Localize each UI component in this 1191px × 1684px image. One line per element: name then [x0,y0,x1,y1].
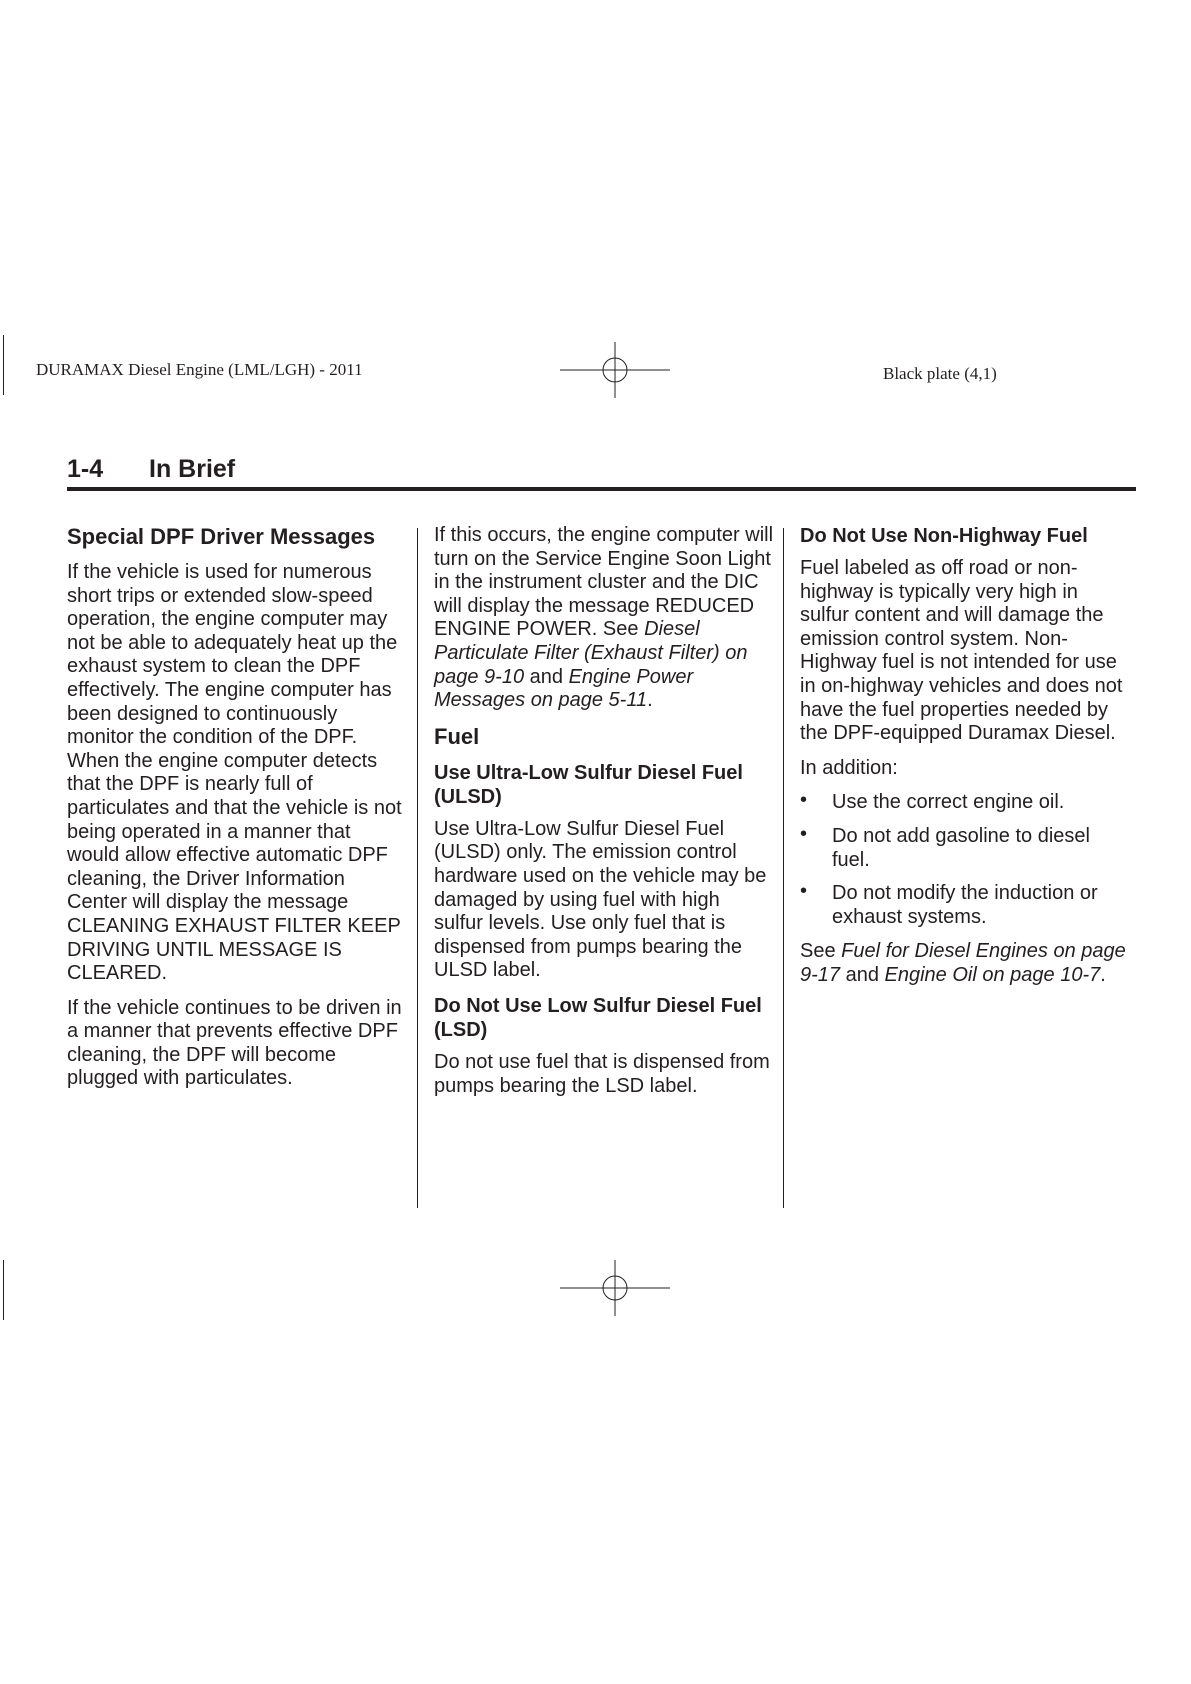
paragraph: Do not use fuel that is dispensed from pumps bearing the LSD label. [434,1050,770,1097]
registration-mark-top [560,342,670,398]
column-divider [417,528,418,1208]
cross-reference-fuel: Fuel for Diesel Engines on page 9-17 [800,940,1126,986]
column-1 [67,524,407,1102]
heading-ulsd: Use Ultra-Low Sulfur Diesel Fuel (ULSD) [434,761,743,808]
bullet-icon: • [800,880,808,903]
paragraph: Fuel labeled as off road or non-highway is typically very high in sulfur content and will damage the emission control system. Non-Highway fuel is not intended for use in on-highway vehicles and does not have the fuel properties needed by the DPF-equipped Duramax Diesel. [800,557,1123,745]
column-divider [783,528,784,1208]
plate-label-right: Black plate (4,1) [883,364,997,383]
paragraph-text: If this occurs, the engine computer will turn on the Service Engine Soon Light in the instrument cluster and the DIC will display the message REDUCED ENGINE POWER. [434,524,774,641]
and-word: and [845,963,879,986]
cross-reference-engine-power: Engine Power Messages on page 5-11 [434,665,694,712]
page-header [67,455,236,484]
list-item [800,791,1130,815]
cross-reference-dpf: Diesel Particulate Filter (Exhaust Filter) on page 9-10 [434,618,748,688]
crop-mark-bottom-left [3,1260,4,1320]
plate-label-left: DURAMAX Diesel Engine (LML/LGH) - 2011 [36,360,363,379]
see-word: See [800,940,836,963]
cross-reference-engine-oil: Engine Oil on page 10-7 [884,963,1101,986]
page-number: 1-4 [67,455,104,483]
bullet-icon: • [800,789,808,812]
list-item-text: Do not add gasoline to diesel fuel. [832,824,1090,871]
registration-mark-bottom [560,1260,670,1316]
bullet-icon: • [800,822,808,845]
paragraph: If the vehicle is used for numerous short trips or extended slow-speed operation, the engine computer may not be able to adequately heat up the exhaust system to clean the DPF effectively. The engine computer has been designed to continuously monitor the condition of the DPF. When the engine computer detects that the DPF is nearly full of particulates and that the vehicle is not being operated in a manner that would allow effective automatic DPF cleaning, the Driver Information Center will display the message CLEANING EXHAUST FILTER KEEP DRIVING UNTIL MESSAGE IS CLEARED. [67,561,402,985]
heading-fuel: Fuel [434,723,480,749]
crop-mark-top-left [3,335,4,395]
paragraph: In addition: [800,756,898,779]
paragraph [434,524,774,713]
paragraph [800,940,1130,987]
heading-lsd: Do Not Use Low Sulfur Diesel Fuel (LSD) [434,994,762,1041]
paragraph: If the vehicle continues to be driven in a manner that prevents effective DPF cleaning, the DPF will become plugged with particulates. [67,996,402,1090]
list-item-text: Do not modify the induction or exhaust systems. [832,882,1098,928]
paragraph: Use Ultra-Low Sulfur Diesel Fuel (ULSD) only. The emission control hardware used on the vehicle may be damaged by using fuel with high sulfur levels. Use only fuel that is dispensed from pumps bearing the ULSD label. [434,817,767,982]
bullet-list [800,791,1130,929]
heading-special-dpf-messages: Special DPF Driver Messages [67,524,376,549]
column-3 [800,524,1130,999]
column-2 [434,524,774,1109]
period: . [1100,963,1106,986]
and-word: and [529,665,564,688]
header-rule [67,487,1136,491]
section-title: In Brief [149,455,236,483]
list-item-text: Use the correct engine oil. [832,791,1065,814]
period: . [647,689,653,712]
see-word: See [602,618,639,641]
list-item [800,822,1130,872]
heading-non-highway-fuel: Do Not Use Non-Highway Fuel [800,525,1088,547]
list-item [800,882,1130,929]
